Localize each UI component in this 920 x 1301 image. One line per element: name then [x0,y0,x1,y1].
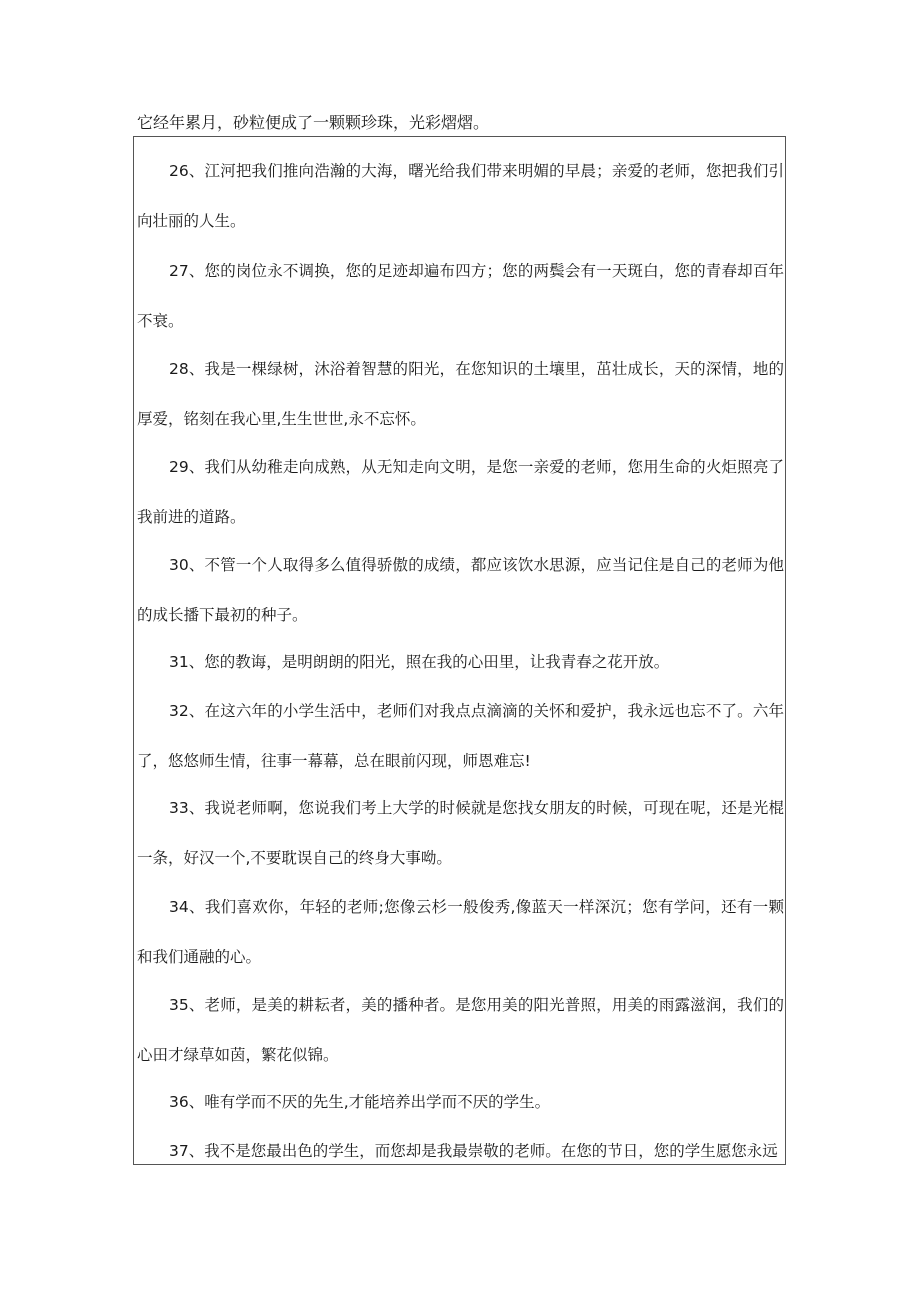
paragraph-34: 34、我们喜欢你，年轻的老师;您像云杉一般俊秀,像蓝天一样深沉；您有学问，还有一颗和我们通融的心。 [137,898,784,966]
paragraph-28: 28、我是一棵绿树，沐浴着智慧的阳光，在您知识的土壤里，茁壮成长，天的深情，地的厚爱，铭刻在我心里,生生世世,永不忘怀。 [137,360,784,428]
continued-text-line: 它经年累月，砂粒便成了一颗颗珍珠，光彩熠熠。 [137,113,490,132]
content-frame [133,136,786,1165]
paragraph-31: 31、您的教诲，是明朗朗的阳光，照在我的心田里，让我青春之花开放。 [169,653,670,671]
paragraph-30: 30、不管一个人取得多么值得骄傲的成绩，都应该饮水思源，应当记住是自己的老师为他的成长播下最初的种子。 [137,556,784,624]
paragraph-37: 37、我不是您最出色的学生，而您却是我最崇敬的老师。在您的节日，您的学生愿您永远 [169,1142,778,1160]
paragraph-29: 29、我们从幼稚走向成熟，从无知走向文明，是您一亲爱的老师，您用生命的火炬照亮了我前进的道路。 [137,458,784,526]
paragraph-32: 32、在这六年的小学生活中，老师们对我点点滴滴的关怀和爱护，我永远也忘不了。六年了，悠悠师生情，往事一幕幕，总在眼前闪现，师恩难忘! [137,702,784,770]
paragraph-36: 36、唯有学而不厌的先生,才能培养出学而不厌的学生。 [169,1093,551,1111]
paragraph-26: 26、江河把我们推向浩瀚的大海，曙光给我们带来明媚的早晨；亲爱的老师，您把我们引向壮丽的人生。 [137,162,784,230]
paragraph-33: 33、我说老师啊，您说我们考上大学的时候就是您找女朋友的时候，可现在呢，还是光棍一条，好汉一个,不要耽误自己的终身大事呦。 [137,799,784,867]
paragraph-27: 27、您的岗位永不调换，您的足迹却遍布四方；您的两鬓会有一天斑白，您的青春却百年不衰。 [137,262,784,330]
paragraph-35: 35、老师，是美的耕耘者，美的播种者。是您用美的阳光普照，用美的雨露滋润，我们的心田才绿草如茵，繁花似锦。 [137,996,784,1064]
